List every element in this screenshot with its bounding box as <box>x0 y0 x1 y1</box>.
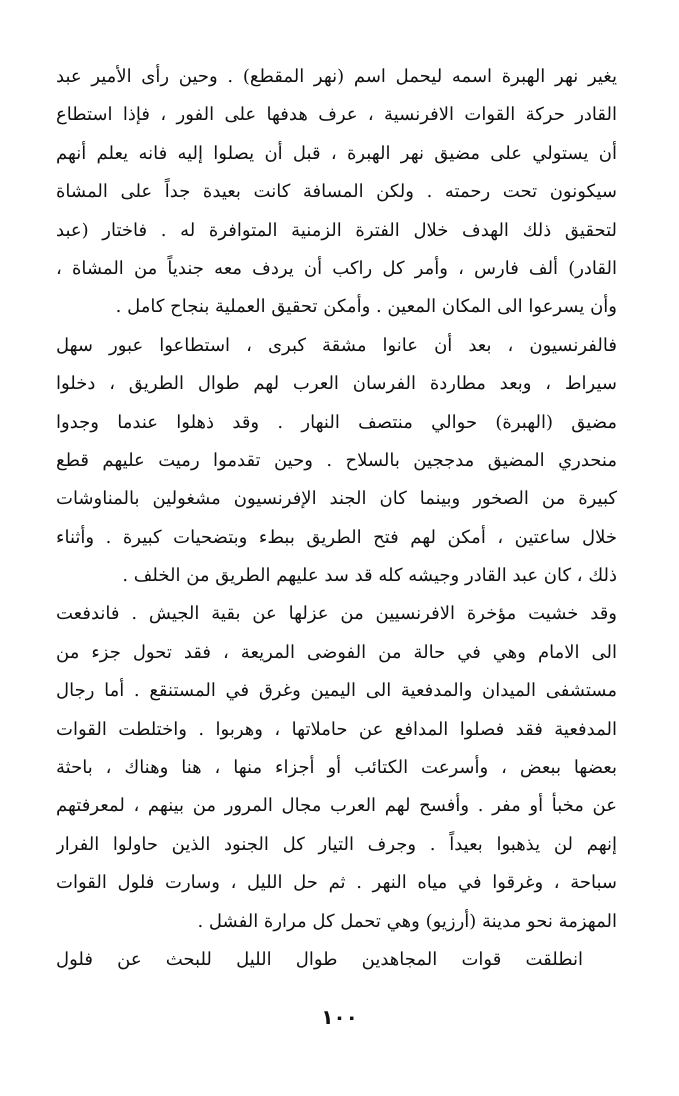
text-line: سباحة ، وغرقوا في مياه النهر . ثم حل الليل ، وسارت فلول القوات <box>56 872 617 894</box>
text-line: انطلقت قوات المجاهدين طوال الليل للبحث عن فلول <box>56 948 583 970</box>
text-line: منحدري المضيق مدججين بالسلاح . وحين تقدموا رميت عليهم قطع <box>56 449 617 471</box>
text-line: إنهم لن يذهبوا بعيداً . وجرف التيار كل الجنود الذين حاولوا الفرار <box>56 833 617 855</box>
text-line: وقد خشيت مؤخرة الافرنسيين من عزلها عن بقية الجيش . فاندفعت <box>56 603 617 625</box>
text-line: القادر) ألف فارس ، وأمر كل راكب أن يردف معه جندياً من المشاة ، <box>56 257 617 279</box>
text-line: وأن يسرعوا الى المكان المعين . وأمكن تحقيق العملية بنجاح كامل . <box>115 296 617 318</box>
text-line: خلال ساعتين ، أمكن لهم فتح الطريق ببطء وبتضحيات كبيرة . وأثناء <box>56 526 617 548</box>
text-line: بعضها ببعض ، وأسرعت الكتائب أو أجزاء منها ، هنا وهناك ، باحثة <box>56 757 617 779</box>
page-number: ١٠٠ <box>321 1005 358 1029</box>
text-line: لتحقيق ذلك الهدف خلال الفترة الزمنية المتوافرة له . فاختار (عبد <box>56 219 617 241</box>
text-line: كبيرة من الصخور وبينما كان الجند الإفرنسيون مشغولين بالمناوشات <box>56 488 617 510</box>
text-line: ذلك ، كان عبد القادر وجيشه كله قد سد عليهم الطريق من الخلف . <box>122 565 617 587</box>
text-line: عن مخبأ أو مفر . وأفسح لهم العرب مجال المرور من بينهم ، لمعرفتهم <box>56 795 617 817</box>
text-line: فالفرنسيون ، بعد أن عانوا مشقة كبرى ، استطاعوا عبور سهل <box>56 334 617 356</box>
text-line: سيراط ، وبعد مطاردة الفرسان العرب لهم طوال الطريق ، دخلوا <box>56 373 617 395</box>
text-line: المهزمة نحو مدينة (أرزيو) وهي تحمل كل مرارة الفشل . <box>197 910 617 932</box>
text-line: مضيق (الهبرة) حوالي منتصف النهار . وقد ذهلوا عندما وجدوا <box>56 411 617 433</box>
body-text <box>56 58 617 979</box>
text-line: سيكونون تحت رحمته . ولكن المسافة كانت بعيدة جداً على المشاة <box>56 181 617 203</box>
text-line: أن يستولي على مضيق نهر الهبرة ، قبل أن يصلوا إليه فانه يعلم أنهم <box>56 142 617 164</box>
text-line: القادر حركة القوات الافرنسية ، عرف هدفها على الفور ، فإذا استطاع <box>56 104 617 126</box>
text-line: المدفعية فقد فصلوا المدافع عن حاملاتها ، وهربوا . واختلطت القوات <box>56 718 617 740</box>
text-line: الى الامام وهي في حالة من الفوضى المريعة ، فقد تحول جزء من <box>56 641 617 663</box>
text-line: يغير نهر الهبرة اسمه ليحمل اسم (نهر المقطع) . وحين رأى الأمير عبد <box>56 66 617 87</box>
text-line: مستشفى الميدان والمدفعية الى اليمين وغرق في المستنقع . أما رجال <box>56 680 617 702</box>
